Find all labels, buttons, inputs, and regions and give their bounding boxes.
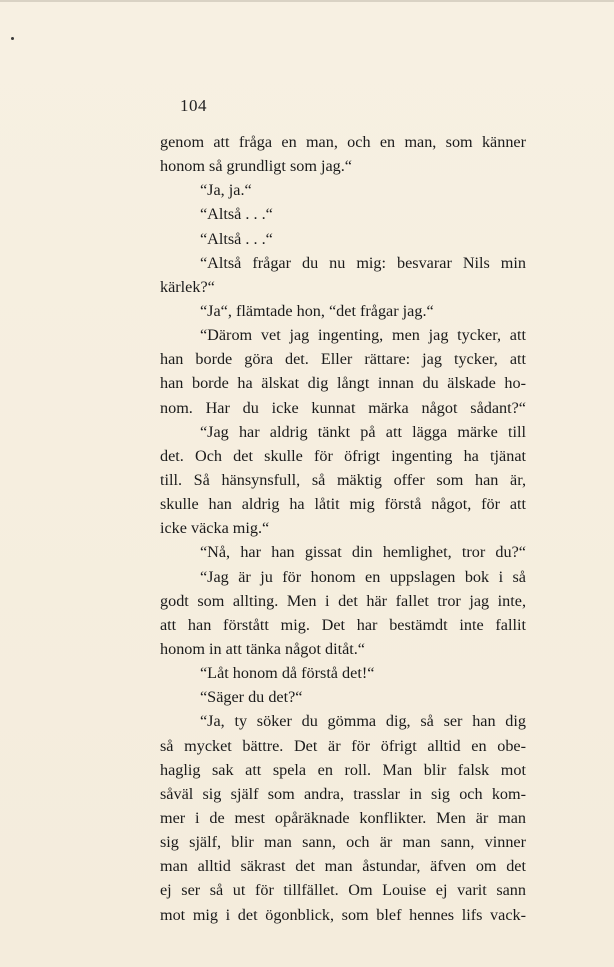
text-line: kärlek?“ [160, 277, 215, 296]
text-line: han borde göra det. Eller rättare: jag tycker, att [160, 350, 526, 369]
text-line: det. Och det skulle för öfrigt ingenting ha tjänat [160, 446, 526, 465]
page-top-edge [0, 0, 614, 2]
text-line: “Därom vet jag ingenting, men jag tycker, att [200, 326, 526, 345]
text-line: till. Så hänsynsfull, så mäktig offer som han är, [160, 470, 526, 489]
text-line: godt som allting. Men i det här fallet tror jag inte, [160, 591, 526, 610]
ink-speck [11, 37, 14, 40]
text-line: icke väcka mig.“ [160, 519, 270, 538]
text-line: “Säger du det?“ [200, 688, 303, 707]
text-line: “Altså frågar du nu mig: besvarar Nils min [200, 253, 526, 272]
text-line: “Nå, har han gissat din hemlighet, tror du?“ [200, 543, 526, 562]
text-line: mot mig i det ögonblick, som blef hennes lifs vack- [160, 905, 526, 924]
text-line: att han förstått mig. Det har bestämdt inte fallit [160, 615, 526, 634]
body-text [160, 130, 526, 927]
text-line: haglig sak att spela en roll. Man blir falsk mot [160, 760, 526, 779]
text-line: mer i de mest opåräknade konflikter. Men är man [160, 808, 526, 827]
text-line: han borde ha älskat dig långt innan du älskade ho- [160, 374, 526, 393]
text-line: “Altså . . .“ [200, 205, 273, 224]
text-line: “Ja“, flämtade hon, “det frågar jag.“ [200, 301, 434, 320]
page-number: 104 [180, 96, 207, 115]
text-line: såväl sig själf som andra, trasslar in sig och kom- [160, 784, 526, 803]
text-line: nom. Har du icke kunnat märka något sådant?“ [160, 398, 526, 417]
text-line: “Ja, ty söker du gömma dig, så ser han dig [200, 712, 526, 731]
text-line: genom att fråga en man, och en man, som känner [160, 133, 526, 151]
text-line: skulle han aldrig ha låtit mig förstå något, för att [160, 495, 526, 514]
text-line: sig själf, blir man sann, och är man sann, vinner [160, 833, 526, 852]
text-line: honom in att tänka något ditåt.“ [160, 639, 365, 658]
text-line: “Ja, ja.“ [200, 181, 252, 200]
text-line: man alltid säkrast det man åstundar, äfven om det [160, 857, 526, 876]
text-line: så mycket bättre. Det är för öfrigt alltid en obe- [160, 736, 526, 755]
text-line: “Jag har aldrig tänkt på att lägga märke till [200, 422, 526, 441]
text-line: ej ser så ut för tillfället. Om Louise ej varit sann [160, 881, 526, 900]
text-line: honom så grundligt som jag.“ [160, 157, 352, 176]
text-line: “Altså . . .“ [200, 229, 273, 248]
text-line: “Jag är ju för honom en uppslagen bok i så [200, 567, 526, 586]
text-line: “Låt honom då förstå det!“ [200, 664, 375, 683]
